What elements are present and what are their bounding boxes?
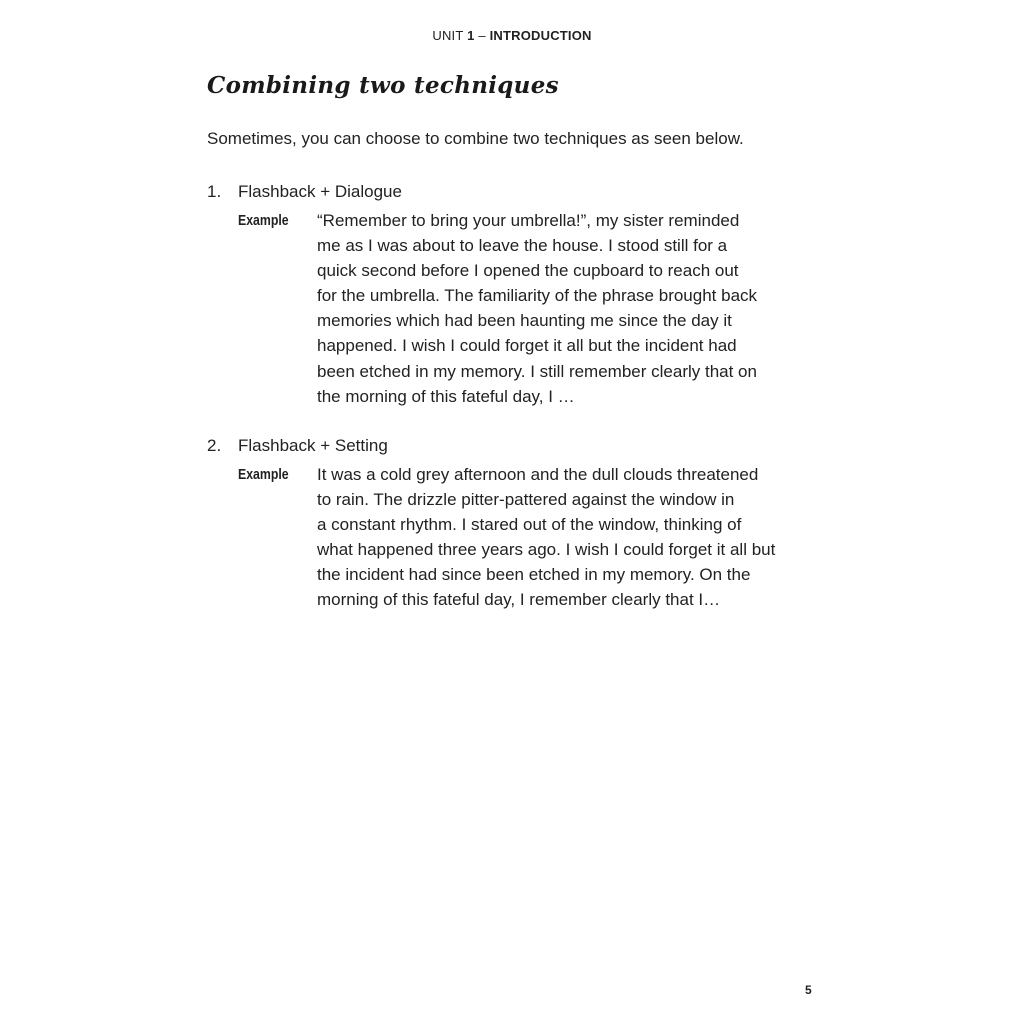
unit-label: UNIT: [432, 28, 464, 43]
example-line: to rain. The drizzle pitter-pattered against the window in: [317, 490, 735, 510]
item-title-row: [207, 179, 827, 204]
item-number: 2.: [207, 436, 222, 455]
item-title: Flashback + Setting: [238, 436, 388, 455]
example-label: Example: [238, 212, 289, 229]
example-text: [317, 462, 817, 613]
technique-item: [207, 179, 827, 409]
example-line: me as I was about to leave the house. I stood still for a: [317, 236, 728, 256]
example-line: It was a cold grey afternoon and the dull clouds threatened: [317, 465, 759, 484]
example-line: quick second before I opened the cupboard to reach out: [317, 261, 739, 281]
running-header: [0, 28, 1024, 43]
item-number: 1.: [207, 182, 222, 201]
item-title: Flashback + Dialogue: [238, 182, 402, 201]
example-line: “Remember to bring your umbrella!”, my sister reminded: [317, 211, 740, 230]
example-text: [317, 208, 817, 409]
unit-number: 1: [467, 28, 475, 43]
example-line: the morning of this fateful day, I …: [317, 386, 575, 406]
header-separator: –: [478, 28, 486, 43]
example-line: what happened three years ago. I wish I could forget it all but: [317, 540, 776, 560]
example-label: Example: [238, 466, 289, 483]
example-line: happened. I wish I could forget it all but the incident had: [317, 336, 737, 356]
example-line: morning of this fateful day, I remember clearly that I…: [317, 590, 721, 610]
example-line: a constant rhythm. I stared out of the window, thinking of: [317, 515, 742, 535]
example-line: been etched in my memory. I still remember clearly that on: [317, 361, 757, 381]
item-title-row: [207, 433, 827, 458]
example-block: [207, 208, 827, 409]
page-number: 5: [805, 983, 812, 997]
example-block: [207, 462, 827, 613]
example-line: the incident had since been etched in my memory. On the: [317, 565, 751, 585]
intro-paragraph: Sometimes, you can choose to combine two techniques as seen below.: [207, 129, 744, 148]
example-line: for the umbrella. The familiarity of the phrase brought back: [317, 286, 758, 306]
section-title: INTRODUCTION: [489, 28, 592, 43]
technique-item: [207, 433, 827, 613]
example-line: memories which had been haunting me since the day it: [317, 311, 732, 331]
page-heading: Combining two techniques: [207, 72, 559, 99]
